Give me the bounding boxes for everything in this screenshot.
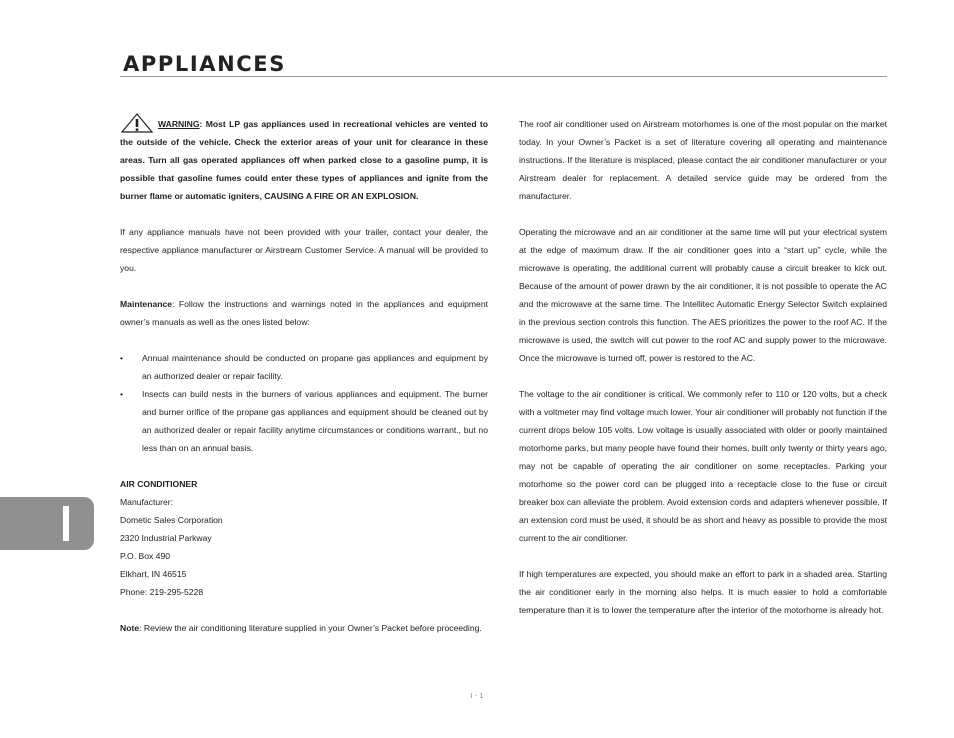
address-line: Elkhart, IN 46515: [120, 569, 187, 579]
temperature-paragraph: If high temperatures are expected, you should make an effort to park in a shaded area. Starting the air conditioner early in the morning also helps. It is much easier to hold a comfortable temperature than it is to lower the temperature after the interior of the motorhome is already hot.: [519, 569, 887, 615]
warning-triangle-icon: [120, 113, 154, 133]
page-number: I - 1: [470, 691, 484, 700]
bullet-marker: •: [120, 353, 124, 363]
title-divider: [120, 76, 887, 77]
microwave-paragraph: Operating the microwave and an air conditioner at the same time will put your electrical system at the edge of maximum draw. If the air conditioner goes into a “start up” cycle, while the microwave is operating, the additional current will probably cause a circuit breaker to kick out. Because of the amount of power drawn by the air conditioner, it is not possible to operate the AC and the microwave at the same time. The Intellitec Automatic Energy Selector Switch explained in the previous section controls this function. The AES prioritizes the power to the roof AC. If the microwave is used, the switch will cut power to the roof AC and supply power to the microwave. Once the microwave is turned off, power is restored to the AC.: [519, 227, 887, 363]
address-line: Dometic Sales Corporation: [120, 515, 223, 525]
address-line: Phone: 219-295-5228: [120, 587, 204, 597]
section-tab: [0, 497, 94, 550]
note-text: : Review the air conditioning literature supplied in your Owner’s Packet before proceeding.: [139, 623, 482, 633]
address-line: 2320 Industrial Parkway: [120, 533, 212, 543]
ac-intro-paragraph: The roof air conditioner used on Airstream motorhomes is one of the most popular on the market today. In your Owner’s Packet is a set of literature covering all operating and maintenance instructions. If the literature is misplaced, please contact the air conditioner manufacturer or your Airstream dealer for replacement. A detailed service guide may be ordered from the manufacturer.: [519, 119, 887, 201]
bullet-marker: •: [120, 389, 124, 399]
note-paragraph: [120, 619, 488, 637]
air-conditioner-heading: AIR CONDITIONER: [120, 479, 198, 489]
bullet-text: Insects can build nests in the burners of various appliances and equipment. The burner and burner orifice of the propane gas appliances and equipment should be cleaned out by an authorized dealer or repair facility anytime circumstances or conditions warrant., but no less than on an annual basis.: [142, 389, 488, 453]
bullet-text: Annual maintenance should be conducted on propane gas appliances and equipment by an authorized dealer or repair facility.: [142, 353, 488, 381]
maintenance-paragraph: [120, 295, 488, 331]
maintenance-bullet-list: [120, 349, 488, 457]
warning-text: : Most LP gas appliances used in recreational vehicles are vented to the outside of the vehicle. Check the exterior areas of your unit for clearance in these areas. Turn all gas operated appliances off when parked close to a gasoline pump, it is possible that gasoline fumes could enter these types of appliances and ignite from the burner flame or automatic igniters, CAUSING A FIRE OR AN EXPLOSION.: [120, 119, 488, 201]
maintenance-text: : Follow the instructions and warnings noted in the appliances and equipment owner’s manuals as well as the ones listed below:: [120, 299, 488, 327]
warning-paragraph: [120, 115, 488, 205]
address-line: P.O. Box 490: [120, 551, 171, 561]
page-title: APPLIANCES: [123, 52, 286, 76]
list-item: [120, 385, 488, 457]
address-line: Manufacturer:: [120, 497, 174, 507]
voltage-paragraph: The voltage to the air conditioner is critical. We commonly refer to 110 or 120 volts, but a check with a voltmeter may find voltage much lower. Your air conditioner will probably not function if the current drops below 105 volts. Low voltage is usually associated with older or poorly maintained motorhome parks, but many people have found their homes, built only twenty or thirty years ago, may not be capable of operating the air conditioner on some receptacles. Parking your motorhome so the power cord can be plugged into a receptacle close to the fuse or circuit breaker box can alleviate the problem. Avoid extension cords and adapters whenever possible. If an extension cord must be used, it should be as short and heavy as possible to provide the most current to the air conditioner.: [519, 389, 887, 543]
manufacturer-address: [120, 493, 488, 601]
right-column: [519, 115, 887, 619]
list-item: [120, 349, 488, 385]
warning-label: WARNING: [158, 119, 200, 129]
note-label: Note: [120, 623, 140, 633]
manuals-paragraph: If any appliance manuals have not been provided with your trailer, contact your dealer, the respective appliance manufacturer or Airstream Customer Service. A manual will be provided to you.: [120, 227, 488, 273]
section-tab-letter-i: [63, 506, 69, 541]
left-column: [120, 115, 488, 637]
maintenance-label: Maintenance: [120, 299, 173, 309]
